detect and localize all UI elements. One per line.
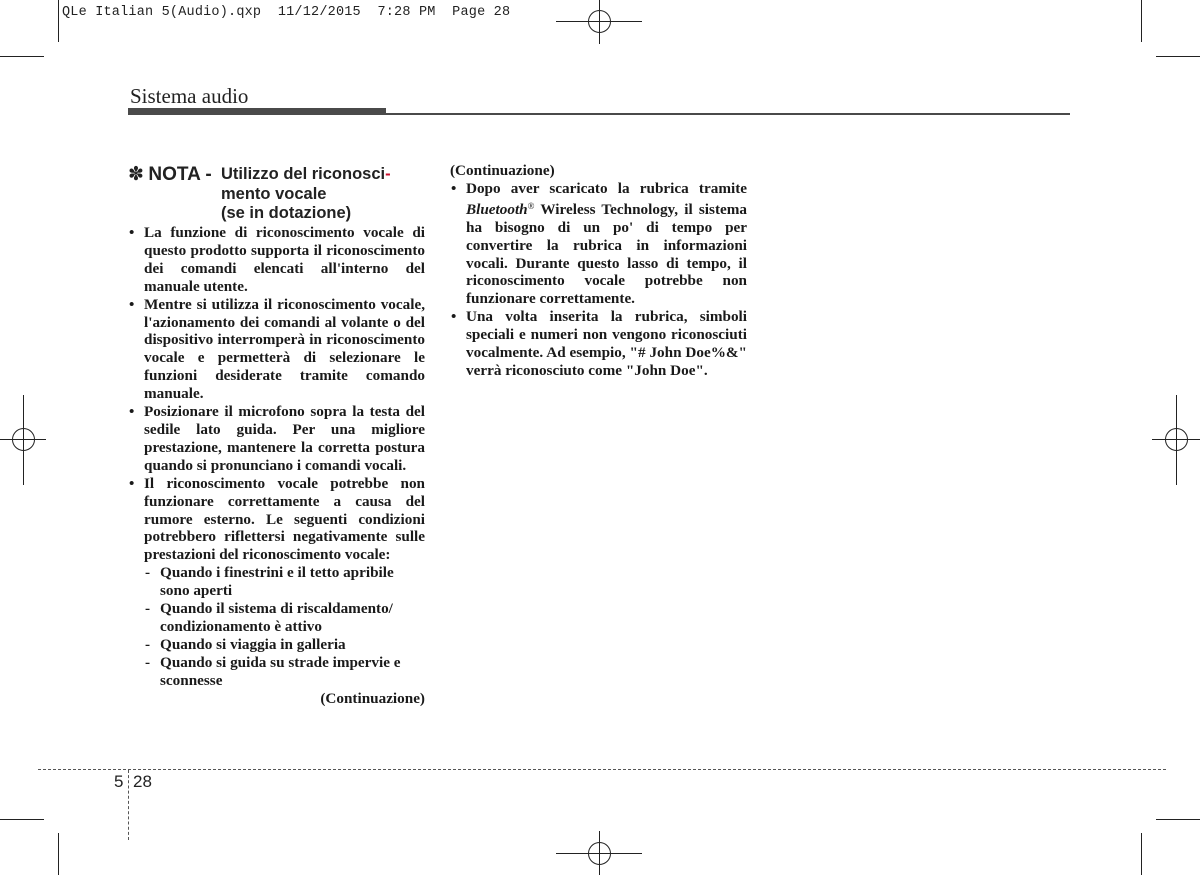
continued-heading: (Continuazione) <box>450 162 555 179</box>
header-rule-thick <box>128 108 386 115</box>
left-column <box>128 224 425 707</box>
list-item: • Una volta inserita la rubrica, simboli speciali e numeri non vengono riconosciuti vocalmente. Ad esempio, "# John Doe%&" verrà riconosciuto come "John Doe". <box>450 308 747 380</box>
note-label: NOTA - <box>148 164 212 185</box>
section-title: Sistema audio <box>130 84 249 108</box>
list-item <box>450 180 747 308</box>
crop-mark <box>1141 833 1142 875</box>
note-title-line1: Utilizzo del riconosci <box>221 165 386 183</box>
crop-mark <box>1141 0 1142 42</box>
note-title-line3: (se in dotazione) <box>221 204 352 222</box>
sub-list-item: - Quando si viaggia in galleria <box>128 636 425 654</box>
note-title-line2: mento vocale <box>221 184 327 203</box>
crop-mark <box>58 833 59 875</box>
crop-mark <box>1156 819 1200 820</box>
registration-mark-left <box>0 395 46 485</box>
continued-label: (Continuazione) <box>320 689 425 707</box>
list-item: • La funzione di riconoscimento vocale di questo prodotto supporta il riconoscimento dei comandi elencati all'interno del manuale utente. <box>128 224 425 296</box>
footer-dashed-rule <box>38 769 1166 770</box>
sub-list-item: - Quando si guida su strade impervie e sconnesse <box>128 654 425 690</box>
crop-mark <box>0 56 44 57</box>
page-number: 28 <box>133 772 152 791</box>
note-title <box>221 165 431 224</box>
header-rule-thin <box>386 113 1070 115</box>
registered-mark: ® <box>527 200 535 211</box>
bullet1-intro: Dopo aver scaricato la rubrica tramite <box>466 179 747 197</box>
registration-mark-bottom <box>556 831 642 875</box>
list-item: • Posizionare il microfono sopra la testa del sedile lato guida. Per una migliore prestazione, mantenere la corretta postura quando si pronunciano i comandi vocali. <box>128 403 425 475</box>
sub-list-item: - Quando il sistema di riscaldamento/ condizionamento è attivo <box>128 600 425 636</box>
footer-dashed-divider <box>128 770 129 840</box>
registration-mark-top <box>556 0 642 44</box>
sub-list-item: - Quando i finestrini e il tetto apribile sono aperti <box>128 564 425 600</box>
list-item: • Il riconoscimento vocale potrebbe non funzionare correttamente a causa del rumore esterno. Le seguenti condizioni potrebbero riflettersi negativamente sulle prestazioni del riconoscimento vocale: <box>128 475 425 565</box>
list-item: • Mentre si utilizza il riconoscimento vocale, l'azionamento dei comandi al volante o del dispositivo interromperà in riconoscimento vocale e permetterà di selezionare le funzioni desiderate tramite comando manuale. <box>128 296 425 403</box>
bullet1-body: Wireless Technology, il sistema ha bisogno di un po' di tempo per convertire la rubrica in informazioni vocali. Durante questo lasso di tempo, il riconoscimento vocale potrebbe non funzionare correttamente. <box>466 200 747 308</box>
crop-mark <box>58 0 59 42</box>
note-heading <box>128 163 428 222</box>
right-column <box>450 162 747 380</box>
crop-mark <box>1156 56 1200 57</box>
printer-slug: QLe Italian 5(Audio).qxp 11/12/2015 7:28 PM Page 28 <box>62 5 511 20</box>
registration-mark-right <box>1152 395 1200 485</box>
bluetooth-brand: Bluetooth <box>466 200 528 218</box>
crop-mark <box>0 819 44 820</box>
note-title-hyphen: - <box>385 165 391 183</box>
chapter-number: 5 <box>114 772 124 791</box>
asterisk-icon: ✽ <box>128 164 144 185</box>
